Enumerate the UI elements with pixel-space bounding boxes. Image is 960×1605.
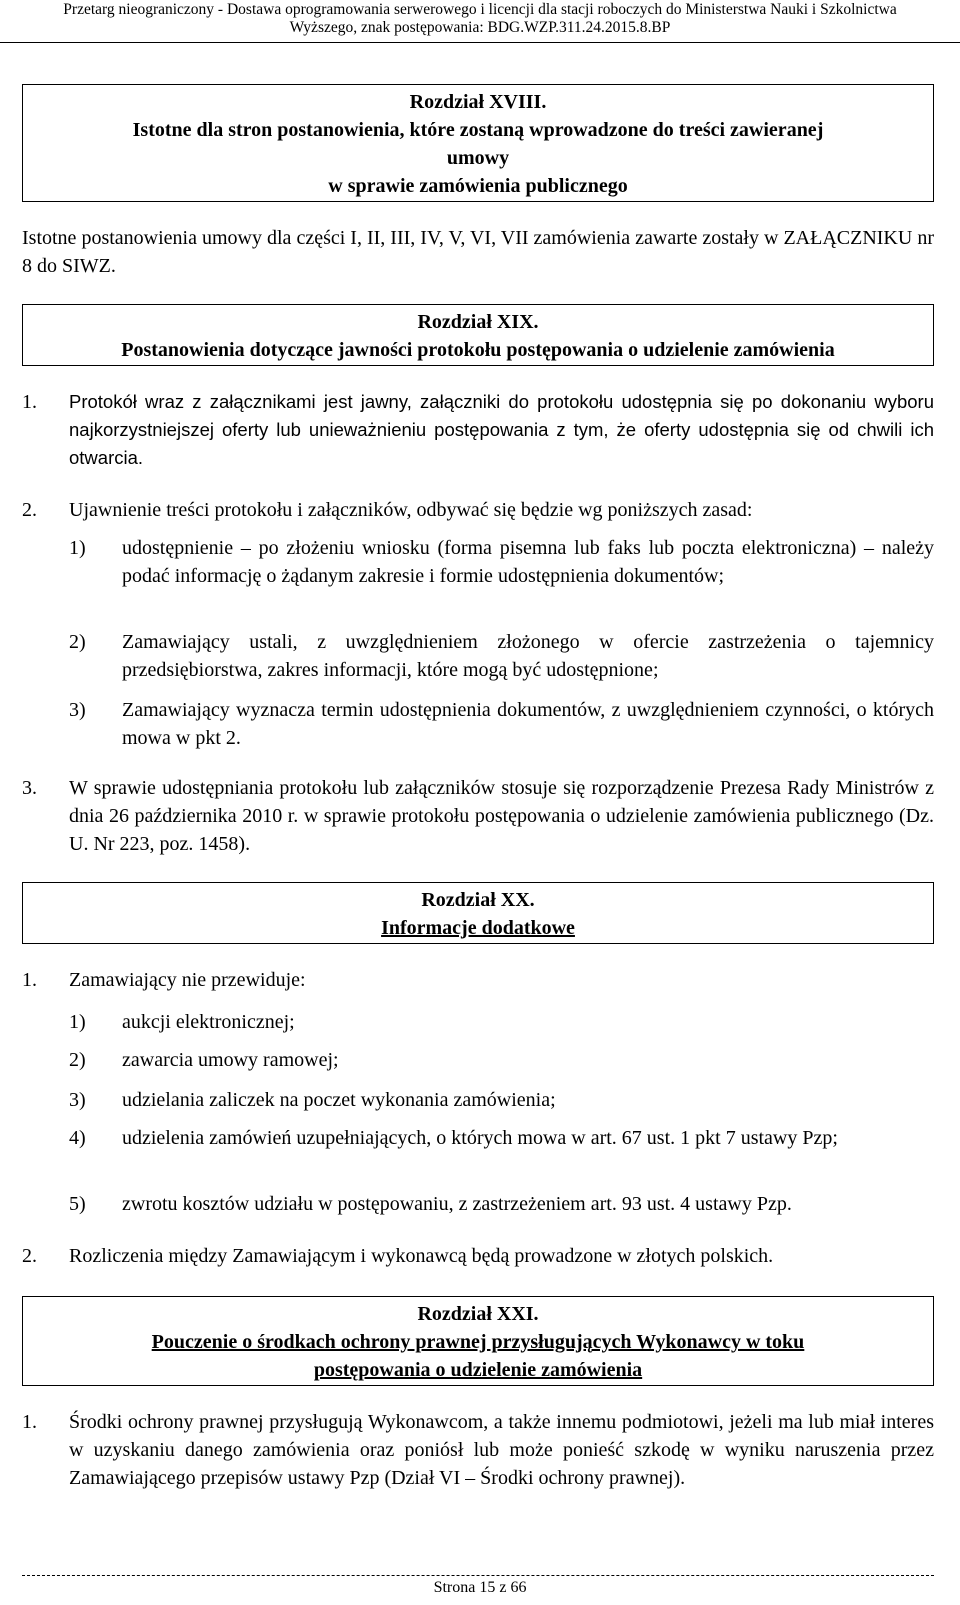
ch19-subitem-2-number: 2) xyxy=(69,631,86,653)
ch20-subitem-3-text: udzielania zaliczek na poczet wykonania zamówienia; xyxy=(122,1089,556,1111)
ch21-item-1-number: 1. xyxy=(22,1411,37,1433)
ch19-subitem-3-number: 3) xyxy=(69,699,86,721)
header-line-1: Przetarg nieograniczony - Dostawa oprogramowania serwerowego i licencji dla stacji roboczych do Ministerstwa Nauki i Szkolnictwa xyxy=(63,1,897,18)
chapter-20-title: Rozdział XX. xyxy=(421,889,535,911)
ch20-subitem-2-text: zawarcia umowy ramowej; xyxy=(122,1049,339,1071)
ch19-subitem-3-text: Zamawiający wyznacza termin udostępnienia dokumentów, z uwzględnieniem czynności, o których mowa w pkt 2. xyxy=(122,699,934,749)
ch19-item-1-number: 1. xyxy=(22,391,37,413)
ch19-item-3-text: W sprawie udostępniania protokołu lub załączników stosuje się rozporządzenie Prezesa Rady Ministrów z dnia 26 października 2010 r. w sprawie protokołu postępowania o udzielenie zamówienia publicznego (Dz. U. Nr 223, poz. 1458). xyxy=(69,777,934,855)
chapter-21-title: Rozdział XXI. xyxy=(417,1303,539,1325)
ch19-subitem-1-number: 1) xyxy=(69,537,86,559)
chapter-18-title: Rozdział XVIII. xyxy=(409,91,547,113)
ch20-subitem-3-number: 3) xyxy=(69,1089,86,1111)
chapter-19-title: Rozdział XIX. xyxy=(417,311,539,333)
chapter-19-heading: Postanowienia dotyczące jawności protokołu postępowania o udzielenie zamówienia xyxy=(121,339,835,361)
ch19-subitem-2-text: Zamawiający ustali, z uwzględnieniem złożonego w ofercie zastrzeżenia o tajemnicy przedsiębiorstwa, zakres informacji, które mogą być udostępnione; xyxy=(122,631,934,681)
chapter-21-heading-line-1: Pouczenie o środkach ochrony prawnej przysługujących Wykonawcy w toku xyxy=(151,1331,805,1353)
ch20-subitem-1-text: aukcji elektronicznej; xyxy=(122,1011,295,1033)
ch20-subitem-1-number: 1) xyxy=(69,1011,86,1033)
chapter-18-heading-line-1: Istotne dla stron postanowienia, które zostaną wprowadzone do treści zawieranej xyxy=(132,119,824,141)
ch19-item-2-number: 2. xyxy=(22,499,37,521)
ch19-item-3-number: 3. xyxy=(22,777,37,799)
ch20-subitem-5-number: 5) xyxy=(69,1193,86,1215)
ch20-subitem-2-number: 2) xyxy=(69,1049,86,1071)
chapter-18-heading-box xyxy=(22,84,934,202)
chapter-20-heading: Informacje dodatkowe xyxy=(381,917,575,939)
ch20-item-2-number: 2. xyxy=(22,1245,37,1267)
running-header xyxy=(0,0,960,37)
ch20-item-2-text: Rozliczenia między Zamawiającym i wykonawcą będą prowadzone w złotych polskich. xyxy=(69,1245,774,1267)
ch20-subitem-4-text: udzielenia zamówień uzupełniających, o których mowa w art. 67 ust. 1 pkt 7 ustawy Pzp; xyxy=(122,1127,838,1149)
ch19-item-1-text: Protokół wraz z załącznikami jest jawny, załączniki do protokołu udostępnia się po dokonaniu wyboru najkorzystniejszej oferty lub unieważnieniu postępowania z tym, że oferty udostępnia się od chwili ich otwarcia. xyxy=(69,391,934,468)
ch19-subitem-1-text: udostępnienie – po złożeniu wniosku (forma pisemna lub faks lub poczta elektroniczna) – należy podać informację o żądanym zakresie i formie udostępnienia dokumentów; xyxy=(122,537,934,587)
ch19-item-2-text: Ujawnienie treści protokołu i załączników, odbywać się będzie wg poniższych zasad: xyxy=(69,499,753,521)
footer-divider xyxy=(22,1575,934,1576)
ch21-item-1-text: Środki ochrony prawnej przysługują Wykonawcom, a także innemu podmiotowi, jeżeli ma lub miał interes w uzyskaniu danego zamówienia oraz poniósł lub może ponieść szkodę w wyniku naruszenia przez Zamawiającego przepisów ustawy Pzp (Dział VI – Środki ochrony prawnej). xyxy=(69,1411,934,1489)
ch20-subitem-4-number: 4) xyxy=(69,1127,86,1149)
page-number: Strona 15 z 66 xyxy=(433,1579,527,1596)
ch20-subitem-5-text: zwrotu kosztów udziału w postępowaniu, z zastrzeżeniem art. 93 ust. 4 ustawy Pzp. xyxy=(122,1193,792,1215)
chapter-18-heading-line-3: w sprawie zamówienia publicznego xyxy=(328,175,628,197)
chapter-18-heading-line-2: umowy xyxy=(446,147,510,169)
ch20-item-1-number: 1. xyxy=(22,969,37,991)
chapter-21-heading-box xyxy=(22,1296,934,1386)
chapter-19-heading-box xyxy=(22,304,934,366)
chapter-18-body: Istotne postanowienia umowy dla części I, II, III, IV, V, VI, VII zamówienia zawarte zostały w ZAŁĄCZNIKU nr 8 do SIWZ. xyxy=(22,227,934,277)
chapter-21-heading-line-2: postępowania o udzielenie zamówienia xyxy=(313,1359,643,1381)
chapter-20-heading-box xyxy=(22,882,934,944)
header-line-2: Wyższego, znak postępowania: BDG.WZP.311.24.2015.8.BP xyxy=(289,19,671,36)
header-divider xyxy=(0,42,960,43)
ch20-item-1-text: Zamawiający nie przewiduje: xyxy=(69,969,306,991)
